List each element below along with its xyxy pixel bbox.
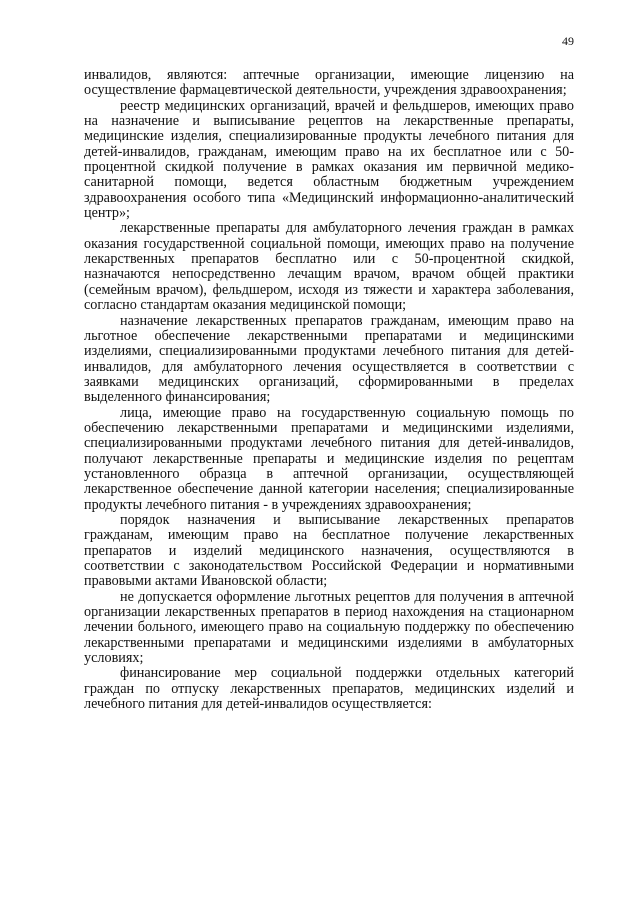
paragraph-registry: реестр медицинских организаций, врачей и фельдшеров, имеющих право на назначение и выписывание рецептов на лекарственные препараты, медицинские изделия, специализированные продукты лечебного питания для детей-инвалидов, гражданам, имеющим право на их бесплатное или с 50-процентной скидкой получение в рамках оказания им первичной медико-санитарной помощи, ведется областным бюджетным учреждением здравоохранения особого типа «Медицинский информационно-аналитический центр»; bbox=[84, 97, 574, 222]
paragraph-prescription-assignment: назначение лекарственных препаратов гражданам, имеющим право на льготное обеспечение лекарственными препаратами и медицинскими изделиями, специализированными продуктами лечебного питания для детей-инвалидов, для амбулаторного лечения осуществляется в соответствии с заявками медицинских организаций, сформированными в пределах выделенного финансирования; bbox=[84, 312, 574, 406]
paragraph-financing: финансирование мер социальной поддержки отдельных категорий граждан по отпуску лекарственных препаратов, медицинских изделий и лечебного питания для детей-инвалидов осуществляется: bbox=[84, 665, 574, 713]
paragraph-inpatient-restriction: не допускается оформление льготных рецептов для получения в аптечной организации лекарственных препаратов в период нахождения на стационарном лечении больного, имеющего право на социальную поддержку по обеспечению лекарственными препаратами и медицинскими изделиями в амбулаторных условиях; bbox=[84, 588, 574, 667]
paragraph-eligible-persons: лица, имеющие право на государственную социальную помощь по обеспечению лекарственными препаратами и медицинскими изделиями, специализированными продуктами лечебного питания для детей-инвалидов, получают лекарственные препараты и медицинские изделия по рецептам установленного образца в аптечной организации, осуществляющей лекарственное обеспечение данной категории населения; специализированные продукты лечебного питания - в учреждениях здравоохранения; bbox=[84, 404, 574, 513]
document-body bbox=[84, 68, 574, 712]
paragraph-outpatient-drugs: лекарственные препараты для амбулаторного лечения граждан в рамках оказания государственной социальной помощи, имеющих право на получение лекарственных препаратов бесплатно или с 50-процентной скидкой, назначаются непосредственно лечащим врачом, врачом общей практики (семейным врачом), фельдшером, исходя из тяжести и характера заболевания, согласно стандартам оказания медицинской помощи; bbox=[84, 220, 574, 314]
page-number: 49 bbox=[562, 34, 574, 48]
paragraph-continuation: инвалидов, являются: аптечные организации, имеющие лицензию на осуществление фармацевтической деятельности, учреждения здравоохранения; bbox=[84, 67, 574, 99]
paragraph-prescribing-procedure: порядок назначения и выписывание лекарственных препаратов гражданам, имеющим право на бесплатное получение лекарственных препаратов и изделий медицинского назначения, осуществляются в соответствии с законодательством Российской Федерации и нормативными правовыми актами Ивановской области; bbox=[84, 511, 574, 590]
